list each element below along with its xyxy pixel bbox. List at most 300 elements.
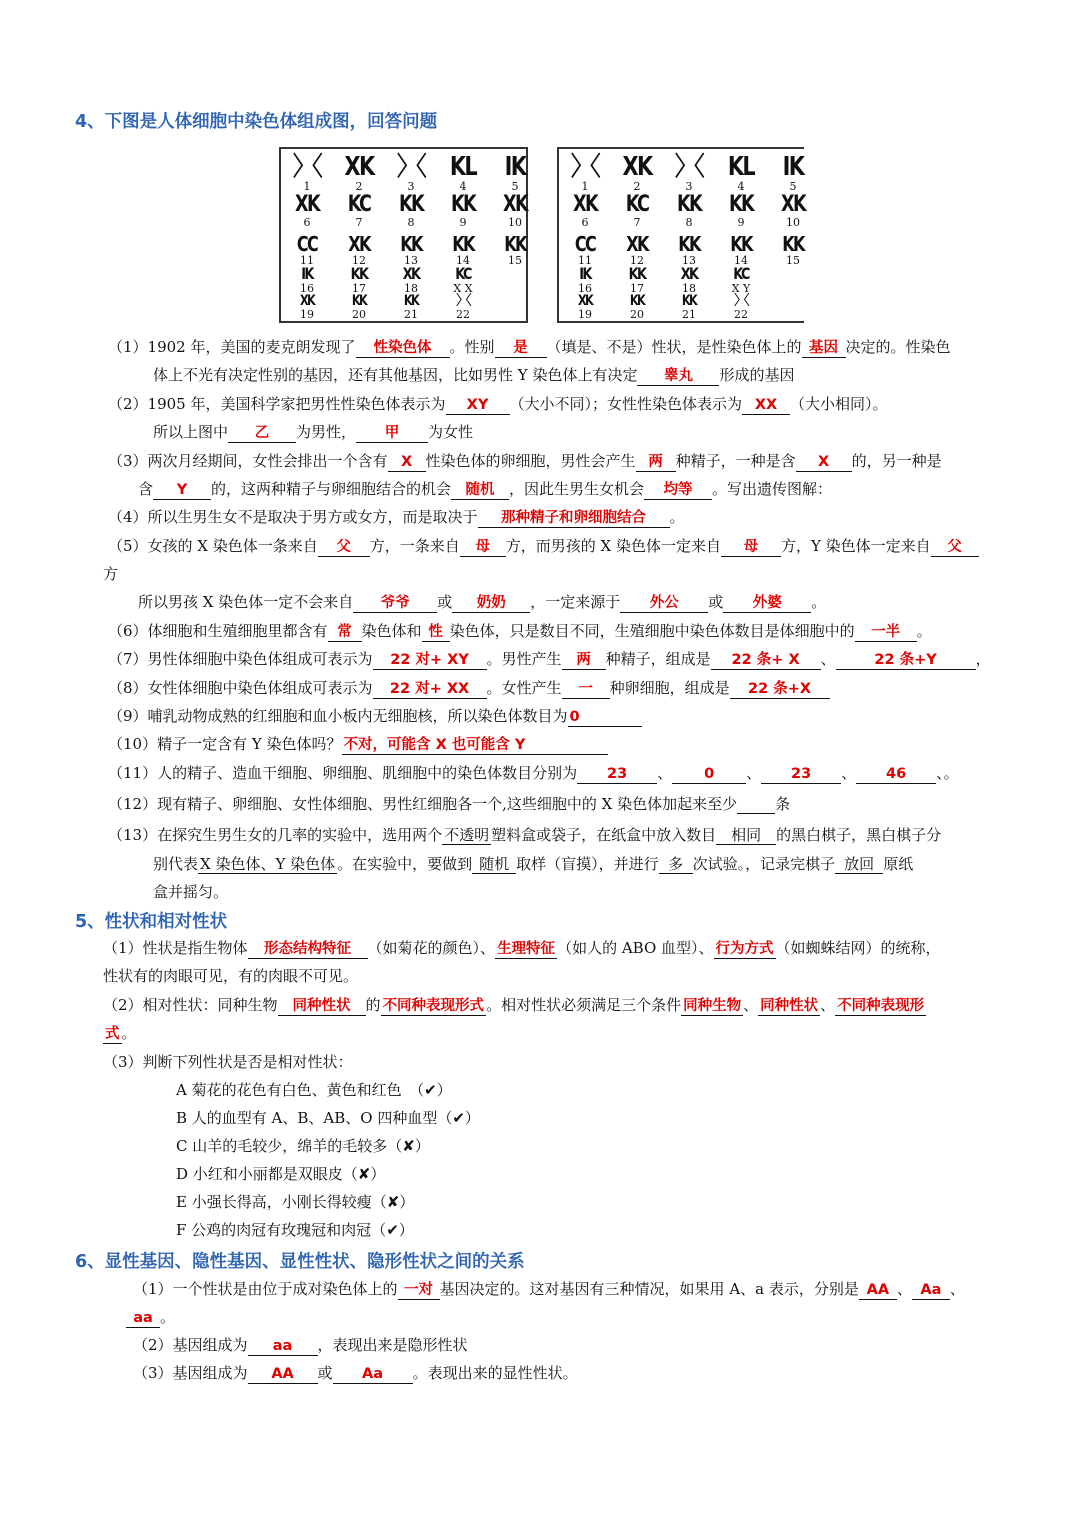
q4-2-line1 bbox=[108, 394, 888, 415]
q4-5-text: 方，一条来自 bbox=[369, 537, 460, 555]
q4-5-text: 或 bbox=[708, 593, 724, 611]
q4-3-text: 的，这两种精子与卵细胞结合的机会 bbox=[211, 480, 452, 498]
chromosome-glyph: 〉〈 bbox=[456, 293, 470, 309]
q4-13-blank-5: 多 bbox=[659, 856, 693, 874]
q4-5-text: ，一定来源于 bbox=[530, 593, 621, 611]
chromosome-number: 18 bbox=[404, 282, 418, 295]
q4-3-line2 bbox=[138, 479, 832, 500]
q4-1-line1 bbox=[108, 337, 951, 358]
chromosome-number: 17 bbox=[352, 282, 366, 295]
option-text: A 菊花的花色有白色、黄色和红色 （ bbox=[176, 1081, 425, 1099]
chromosome-number: 2 bbox=[355, 180, 363, 193]
q4-10-blank-1: 不对，可能含 X 也可能含 Y bbox=[342, 737, 608, 755]
q4-3-text: 。写出遗传图解： bbox=[712, 480, 833, 498]
q4-13-blank-6: 放回 bbox=[835, 856, 883, 874]
option-text: B 人的血型有 A、B、AB、O 四种血型（ bbox=[176, 1109, 453, 1127]
q4-6-text: 。 bbox=[916, 622, 932, 640]
q4-11-blank-3: 23 bbox=[761, 766, 841, 784]
chromosome-glyph: IK bbox=[301, 264, 313, 283]
chromosome-number: 19 bbox=[578, 308, 592, 321]
q4-8-text: 种卵细胞，组成是 bbox=[609, 679, 730, 697]
q4-8-line bbox=[108, 678, 830, 699]
chromosome-pair bbox=[715, 265, 767, 295]
q5-2-blank-5: 不同种表现形 bbox=[837, 998, 925, 1014]
chromosome-pair bbox=[385, 233, 437, 267]
chromosome-pair bbox=[281, 193, 333, 229]
chromosome-pair bbox=[489, 193, 541, 229]
chromosome-pair bbox=[767, 233, 819, 267]
chromosome-glyph: 〉〈 bbox=[292, 152, 321, 182]
chromosome-number: 10 bbox=[508, 216, 522, 229]
chromosome-number: 6 bbox=[303, 216, 311, 229]
chromosome-number: 20 bbox=[352, 308, 366, 321]
chromosome-glyph: KK bbox=[628, 264, 646, 283]
q4-13-line2 bbox=[153, 854, 913, 874]
q4-11-text: （11）人的精子、造血干细胞、卵细胞、肌细胞中的染色体数目分别为 bbox=[108, 764, 578, 782]
chromosome-number: 12 bbox=[630, 254, 644, 267]
q5-3-line bbox=[103, 1052, 353, 1072]
q4-8-blank-2: 一 bbox=[562, 681, 610, 699]
chromosome-number: 16 bbox=[578, 282, 592, 295]
q5-1-blank-3: 行为方式 bbox=[715, 941, 774, 957]
q4-3-blank-1: X bbox=[388, 454, 426, 472]
section-5-heading: 5、性状和相对性状 bbox=[75, 912, 228, 932]
q4-5-blank-6: 奶奶 bbox=[452, 595, 530, 613]
q4-6-blank-1: 常 bbox=[328, 624, 362, 642]
chromosome-glyph: CC bbox=[296, 232, 318, 256]
chromosome-glyph: XK bbox=[402, 264, 420, 283]
chromosome-number: 3 bbox=[685, 180, 693, 193]
chromosome-pair bbox=[385, 153, 437, 193]
chromosome-glyph: IK bbox=[579, 264, 591, 283]
chromosome-pair bbox=[559, 193, 611, 229]
q4-7-text: 。男性产生 bbox=[486, 650, 562, 668]
q4-6-text: （6）体细胞和生殖细胞里都含有 bbox=[108, 622, 328, 640]
chromosome-glyph: KC bbox=[625, 192, 649, 217]
q4-2-text: （2）1905 年，美国科学家把男性性染色体表示为 bbox=[108, 395, 446, 413]
chromosome-glyph: CC bbox=[574, 232, 596, 256]
option-text-end: ） bbox=[414, 1137, 430, 1155]
q5-2-line1 bbox=[103, 995, 926, 1016]
chromosome-glyph: 〉〈 bbox=[674, 152, 703, 182]
chromosome-number: 7 bbox=[355, 216, 363, 229]
option-text: C 山羊的毛较少，绵羊的毛较多（ bbox=[176, 1137, 403, 1155]
chromosome-glyph: XK bbox=[577, 293, 593, 309]
chromosome-glyph: XK bbox=[572, 192, 597, 217]
karyotype-row bbox=[559, 233, 819, 267]
karyotype-row bbox=[559, 193, 819, 229]
q4-3-text: 种精子，一种是含 bbox=[675, 452, 796, 470]
q5-1-blank-2: 生理特征 bbox=[497, 941, 556, 957]
chromosome-number: 22 bbox=[456, 308, 470, 321]
chromosome-glyph: XK bbox=[299, 293, 315, 309]
chromosome-number: 20 bbox=[630, 308, 644, 321]
chromosome-number: 5 bbox=[789, 180, 797, 193]
q5-2-text: 。 bbox=[121, 1024, 137, 1042]
q4-3-blank-4: Y bbox=[153, 482, 211, 500]
q4-12-text: 条 bbox=[775, 795, 791, 813]
chromosome-number: 8 bbox=[685, 216, 693, 229]
chromosome-number: 17 bbox=[630, 282, 644, 295]
q4-5-text: 所以男孩 X 染色体一定不会来自 bbox=[138, 593, 354, 611]
chromosome-glyph: IK bbox=[504, 152, 526, 182]
chromosome-glyph: 〉〈 bbox=[570, 152, 599, 182]
q4-1-text: （1）1902 年，美国的麦克朗发现了 bbox=[108, 338, 356, 356]
chromosome-pair bbox=[437, 233, 489, 267]
chromosome-pair bbox=[611, 233, 663, 267]
chromosome-pair bbox=[611, 293, 663, 321]
q5-2-text: 、 bbox=[820, 996, 836, 1014]
chromosome-number: 14 bbox=[456, 254, 470, 267]
q4-8-text: 。女性产生 bbox=[486, 679, 562, 697]
chromosome-glyph: IK bbox=[782, 152, 804, 182]
q4-12-line bbox=[108, 794, 790, 814]
q4-7-blank-3: 22 条+ X bbox=[711, 652, 821, 670]
q4-13-text: 取样（盲摸），并进行 bbox=[516, 855, 659, 873]
q4-5-line3 bbox=[138, 592, 826, 613]
karyotype-row bbox=[559, 153, 819, 193]
chromosome-pair bbox=[385, 193, 437, 229]
q4-1-text: 。性别 bbox=[449, 338, 495, 356]
chromosome-number: 12 bbox=[352, 254, 366, 267]
option-text-end: ） bbox=[436, 1081, 452, 1099]
chromosome-number: 10 bbox=[786, 216, 800, 229]
q4-11-text: 、。 bbox=[936, 764, 959, 782]
q4-3-text: 性染色体的卵细胞，男性会产生 bbox=[425, 452, 636, 470]
q4-6-blank-3: 一半 bbox=[855, 624, 917, 642]
chromosome-glyph: 〉〈 bbox=[396, 152, 425, 182]
chromosome-pair bbox=[559, 293, 611, 321]
chromosome-pair bbox=[663, 153, 715, 193]
q6-1-text: 、 bbox=[896, 1280, 912, 1298]
q4-3-text: 含 bbox=[138, 480, 154, 498]
chromosome-pair bbox=[281, 265, 333, 295]
q4-7-text: 、 bbox=[820, 650, 836, 668]
q4-13-text: 塑料盒或袋子，在纸盒中放入数目 bbox=[491, 826, 717, 844]
q4-5-text: （5）女孩的 X 染色体一条来自 bbox=[108, 537, 318, 555]
chromosome-pair bbox=[611, 193, 663, 229]
q4-9-line bbox=[108, 706, 642, 727]
cross-icon: ✘ bbox=[402, 1137, 415, 1155]
q6-1-blank-1: 一对 bbox=[398, 1282, 440, 1300]
chromosome-pair bbox=[611, 265, 663, 295]
q5-3-option bbox=[176, 1108, 480, 1128]
q6-1-blank-4: aa bbox=[126, 1310, 160, 1328]
chromosome-pair bbox=[281, 293, 333, 321]
q6-3-text: 或 bbox=[317, 1364, 333, 1382]
chromosome-number: 13 bbox=[682, 254, 696, 267]
chromosome-glyph: XK bbox=[294, 192, 319, 217]
chromosome-glyph: KC bbox=[347, 192, 371, 217]
chromosome-glyph: XK bbox=[348, 232, 370, 256]
q5-2-blank-2: 不同种表现形式 bbox=[382, 998, 485, 1014]
q4-3-text: （3）两次月经期间，女性会排出一个含有 bbox=[108, 452, 388, 470]
chromosome-number: 11 bbox=[578, 254, 592, 267]
chromosome-glyph: KK bbox=[398, 192, 424, 217]
q4-12-text: （12）现有精子、卵细胞、女性体细胞、男性红细胞各一个,这些细胞中的 X 染色体加起来至少 bbox=[108, 795, 738, 813]
chromosome-number: X X bbox=[453, 282, 473, 295]
q6-2-text: ，表现出来是隐形性状 bbox=[317, 1336, 468, 1354]
q4-5-text: 方 bbox=[103, 565, 119, 583]
q4-11-text: 、 bbox=[841, 764, 857, 782]
q4-1-text: 形成的基因 bbox=[719, 366, 795, 384]
q4-1-blank-4: 睾丸 bbox=[637, 368, 719, 386]
chromosome-glyph: KL bbox=[727, 152, 755, 182]
q4-2-text: 为男性， bbox=[296, 423, 357, 441]
q4-4-blank-1: 那种精子和卵细胞结合 bbox=[478, 510, 670, 528]
q5-2-text: 、 bbox=[743, 996, 759, 1014]
chromosome-number: 13 bbox=[404, 254, 418, 267]
chromosome-glyph: KK bbox=[350, 264, 368, 283]
q5-2-text: 。相对性状必须满足三个条件 bbox=[486, 996, 682, 1014]
q4-13-blank-3: X 染色体、Y 染色体 bbox=[200, 855, 336, 873]
q5-3-option bbox=[176, 1164, 385, 1184]
q4-5-blank-5: 爷爷 bbox=[353, 595, 437, 613]
check-icon: ✔ bbox=[424, 1081, 437, 1099]
q5-3-option bbox=[176, 1192, 414, 1212]
q4-10-line bbox=[108, 734, 608, 755]
karyotype-row bbox=[281, 233, 541, 267]
chromosome-number: 4 bbox=[459, 180, 467, 193]
q4-2-text: （大小不同）；女性性染色体表示为 bbox=[509, 395, 743, 413]
chromosome-pair bbox=[333, 265, 385, 295]
q4-8-blank-1: 22 对+ XX bbox=[373, 681, 487, 699]
q4-2-blank-1: XY bbox=[446, 397, 510, 415]
chromosome-pair bbox=[281, 153, 333, 193]
q4-3-blank-5: 随机 bbox=[451, 482, 509, 500]
q6-1-text: （1）一个性状是由位于成对染色体上的 bbox=[133, 1280, 398, 1298]
chromosome-pair bbox=[437, 193, 489, 229]
q4-3-blank-6: 均等 bbox=[644, 482, 712, 500]
q4-3-text: 的，另一种是 bbox=[851, 452, 942, 470]
karyotype-row bbox=[559, 265, 767, 295]
chromosome-glyph: KK bbox=[450, 192, 476, 217]
cross-icon: ✘ bbox=[386, 1193, 400, 1211]
chromosome-number: 19 bbox=[300, 308, 314, 321]
option-text: F 公鸡的肉冠有玫瑰冠和肉冠（ bbox=[176, 1221, 387, 1239]
chromosome-number: 7 bbox=[633, 216, 641, 229]
chromosome-number: 2 bbox=[633, 180, 641, 193]
q4-1-blank-1: 性染色体 bbox=[356, 340, 450, 358]
q6-1-line1 bbox=[133, 1279, 965, 1300]
chromosome-pair bbox=[715, 153, 767, 193]
q4-3-blank-3: X bbox=[796, 454, 852, 472]
q4-6-line bbox=[108, 621, 932, 642]
chromosome-number: 16 bbox=[300, 282, 314, 295]
karyotype-row bbox=[559, 293, 767, 321]
chromosome-number: 1 bbox=[581, 180, 589, 193]
chromosome-glyph: KK bbox=[782, 232, 804, 256]
chromosome-glyph: XK bbox=[680, 264, 698, 283]
q4-7-text: 种精子，组成是 bbox=[605, 650, 711, 668]
chromosome-pair bbox=[715, 193, 767, 229]
chromosome-pair bbox=[333, 233, 385, 267]
chromosome-glyph: KK bbox=[676, 192, 702, 217]
q4-13-text: 盒并摇匀。 bbox=[153, 883, 229, 901]
q5-3-text: （3）判断下列性状是否是相对性状： bbox=[103, 1053, 353, 1071]
check-icon: ✔ bbox=[452, 1109, 465, 1127]
chromosome-glyph: KL bbox=[449, 152, 477, 182]
karyotype-row bbox=[281, 293, 489, 321]
q4-5-text: 。 bbox=[811, 593, 827, 611]
chromosome-pair bbox=[489, 233, 541, 267]
q4-9-blank-1: 0 bbox=[568, 709, 642, 727]
chromosome-glyph: XK bbox=[622, 152, 652, 182]
chromosome-pair bbox=[663, 293, 715, 321]
chromosome-pair bbox=[385, 293, 437, 321]
q4-1-blank-2: 是 bbox=[495, 340, 547, 358]
q5-2-blank-1: 同种性状 bbox=[278, 998, 366, 1016]
chromosome-number: 8 bbox=[407, 216, 415, 229]
karyotype-female-figure bbox=[279, 147, 528, 323]
q5-2-text: （2）相对性状：同种生物 bbox=[103, 996, 278, 1014]
chromosome-pair bbox=[489, 153, 541, 193]
q5-3-option bbox=[176, 1080, 452, 1100]
q5-1-line1 bbox=[103, 938, 941, 959]
chromosome-glyph: XK bbox=[502, 192, 527, 217]
chromosome-glyph: KK bbox=[681, 293, 697, 309]
q6-2-text: （2）基因组成为 bbox=[133, 1336, 248, 1354]
q4-2-blank-2: XX bbox=[742, 397, 790, 415]
q4-13-text: 原纸 bbox=[883, 855, 914, 873]
chromosome-number: 3 bbox=[407, 180, 415, 193]
chromosome-pair bbox=[611, 153, 663, 193]
q4-1-text: （填是、不是）性状，是性染色体上的 bbox=[546, 338, 802, 356]
q5-2-text: 的 bbox=[365, 996, 381, 1014]
q4-3-line1 bbox=[108, 451, 942, 472]
option-text-end: ） bbox=[398, 1221, 414, 1239]
karyotype-row bbox=[281, 153, 541, 193]
chromosome-pair bbox=[663, 233, 715, 267]
chromosome-pair bbox=[333, 293, 385, 321]
q4-8-blank-3: 22 条+X bbox=[730, 681, 830, 699]
chromosome-number: 11 bbox=[300, 254, 314, 267]
q4-3-text: ，因此生男生女机会 bbox=[509, 480, 645, 498]
chromosome-number: 9 bbox=[737, 216, 745, 229]
q6-3-text: （3）基因组成为 bbox=[133, 1364, 248, 1382]
chromosome-number: 15 bbox=[508, 254, 522, 267]
option-text-end: ） bbox=[399, 1193, 415, 1211]
q6-1-text: 、 bbox=[949, 1280, 965, 1298]
section-4-heading: 4、下图是人体细胞中染色体组成图，回答问题 bbox=[75, 112, 438, 132]
q4-9-text: （9）哺乳动物成熟的红细胞和血小板内无细胞核，所以染色体数目为 bbox=[108, 707, 568, 725]
chromosome-glyph: KK bbox=[452, 232, 474, 256]
chromosome-glyph: KC bbox=[455, 264, 471, 283]
q4-13-blank-4: 随机 bbox=[472, 856, 516, 874]
karyotype-male-figure bbox=[557, 147, 804, 323]
q5-1-text: （如蜘蛛结网）的统称， bbox=[775, 939, 941, 957]
chromosome-number: 15 bbox=[786, 254, 800, 267]
q6-2-blank-1: aa bbox=[248, 1338, 318, 1356]
q6-1-blank-2: AA bbox=[859, 1282, 897, 1300]
q4-8-text: （8）女性体细胞中染色体组成可表示为 bbox=[108, 679, 373, 697]
q4-2-text: 为女性 bbox=[428, 423, 474, 441]
q4-7-blank-2: 两 bbox=[562, 652, 606, 670]
q4-13-text: 次试验。，记录完棋子 bbox=[692, 855, 836, 873]
q6-1-text: 基因决定的。这对基因有三种情况，如果用 A、a 表示，分别是 bbox=[439, 1280, 859, 1298]
chromosome-number: 14 bbox=[734, 254, 748, 267]
q5-3-option bbox=[176, 1220, 414, 1240]
chromosome-glyph: XK bbox=[344, 152, 374, 182]
chromosome-number: 1 bbox=[303, 180, 311, 193]
chromosome-glyph: XK bbox=[780, 192, 805, 217]
chromosome-number: 18 bbox=[682, 282, 696, 295]
chromosome-pair bbox=[767, 153, 819, 193]
q4-5-blank-3: 母 bbox=[721, 539, 781, 557]
q4-5-blank-4: 父 bbox=[931, 539, 979, 557]
chromosome-pair bbox=[767, 193, 819, 229]
q4-13-line3 bbox=[153, 882, 228, 902]
q4-2-blank-3: 乙 bbox=[228, 425, 296, 443]
chromosome-pair bbox=[437, 293, 489, 321]
q4-5-text: 或 bbox=[437, 593, 453, 611]
chromosome-pair bbox=[385, 265, 437, 295]
q4-13-text: 。在实验中，要做到 bbox=[337, 855, 473, 873]
q4-5-blank-8: 外婆 bbox=[723, 595, 811, 613]
q5-1-text: 性状有的肉眼可见，有的肉眼不可见。 bbox=[103, 967, 359, 985]
q4-11-text: 、 bbox=[657, 764, 673, 782]
q4-11-blank-2: 0 bbox=[672, 766, 746, 784]
q4-6-text: 染色体，只是数目不同，生殖细胞中染色体数目是体细胞中的 bbox=[449, 622, 855, 640]
option-text: E 小强长得高，小刚长得较瘦（ bbox=[176, 1193, 387, 1211]
karyotype-row bbox=[281, 265, 489, 295]
section-6-heading: 6、显性基因、隐性基因、显性性状、隐形性状之间的关系 bbox=[75, 1252, 525, 1272]
q4-11-blank-1: 23 bbox=[577, 766, 657, 784]
q6-3-blank-1: AA bbox=[248, 1366, 318, 1384]
q5-1-blank-1: 形态结构特征 bbox=[248, 941, 368, 959]
chromosome-pair bbox=[663, 265, 715, 295]
q6-1-blank-3: Aa bbox=[912, 1282, 950, 1300]
q4-11-text: 、 bbox=[746, 764, 762, 782]
chromosome-pair bbox=[715, 293, 767, 321]
q5-2-line2 bbox=[103, 1023, 137, 1044]
q6-3-line bbox=[133, 1363, 578, 1384]
q4-1-text: 决定的。性染色 bbox=[845, 338, 951, 356]
q6-1-text: 。 bbox=[160, 1308, 176, 1326]
chromosome-number: 6 bbox=[581, 216, 589, 229]
option-text: D 小红和小丽都是双眼皮（ bbox=[176, 1165, 358, 1183]
chromosome-number: 21 bbox=[682, 308, 696, 321]
q4-11-blank-4: 46 bbox=[856, 766, 936, 784]
q4-5-blank-7: 外公 bbox=[620, 595, 708, 613]
chromosome-glyph: KK bbox=[504, 232, 526, 256]
q4-7-text: ， bbox=[975, 650, 991, 668]
q4-7-blank-4: 22 条+Y bbox=[836, 652, 976, 670]
chromosome-glyph: KK bbox=[678, 232, 700, 256]
q4-2-blank-4: 甲 bbox=[356, 425, 428, 443]
q4-1-text: 体上不光有决定性别的基因，还有其他基因，比如男性 Y 染色体上有决定 bbox=[153, 366, 638, 384]
q6-3-text: 。表现出来的显性性状。 bbox=[412, 1364, 578, 1382]
chromosome-number: 9 bbox=[459, 216, 467, 229]
q4-7-blank-1: 22 对+ XY bbox=[373, 652, 487, 670]
chromosome-pair bbox=[281, 233, 333, 267]
chromosome-glyph: KC bbox=[733, 264, 749, 283]
q4-13-line1 bbox=[108, 825, 941, 845]
chromosome-pair bbox=[437, 265, 489, 295]
q4-13-text: 的黑白棋子，黑白棋子分 bbox=[776, 826, 942, 844]
chromosome-pair bbox=[559, 153, 611, 193]
q4-1-blank-3: 基因 bbox=[802, 340, 846, 358]
chromosome-pair bbox=[333, 193, 385, 229]
q6-2-line bbox=[133, 1335, 468, 1356]
chromosome-pair bbox=[559, 233, 611, 267]
chromosome-glyph: XK bbox=[626, 232, 648, 256]
option-text-end: ） bbox=[464, 1109, 480, 1127]
chromosome-number: 5 bbox=[511, 180, 519, 193]
chromosome-number: 4 bbox=[737, 180, 745, 193]
q4-13-blank-1: 不透明 bbox=[444, 826, 490, 844]
q4-3-blank-2: 两 bbox=[636, 454, 676, 472]
